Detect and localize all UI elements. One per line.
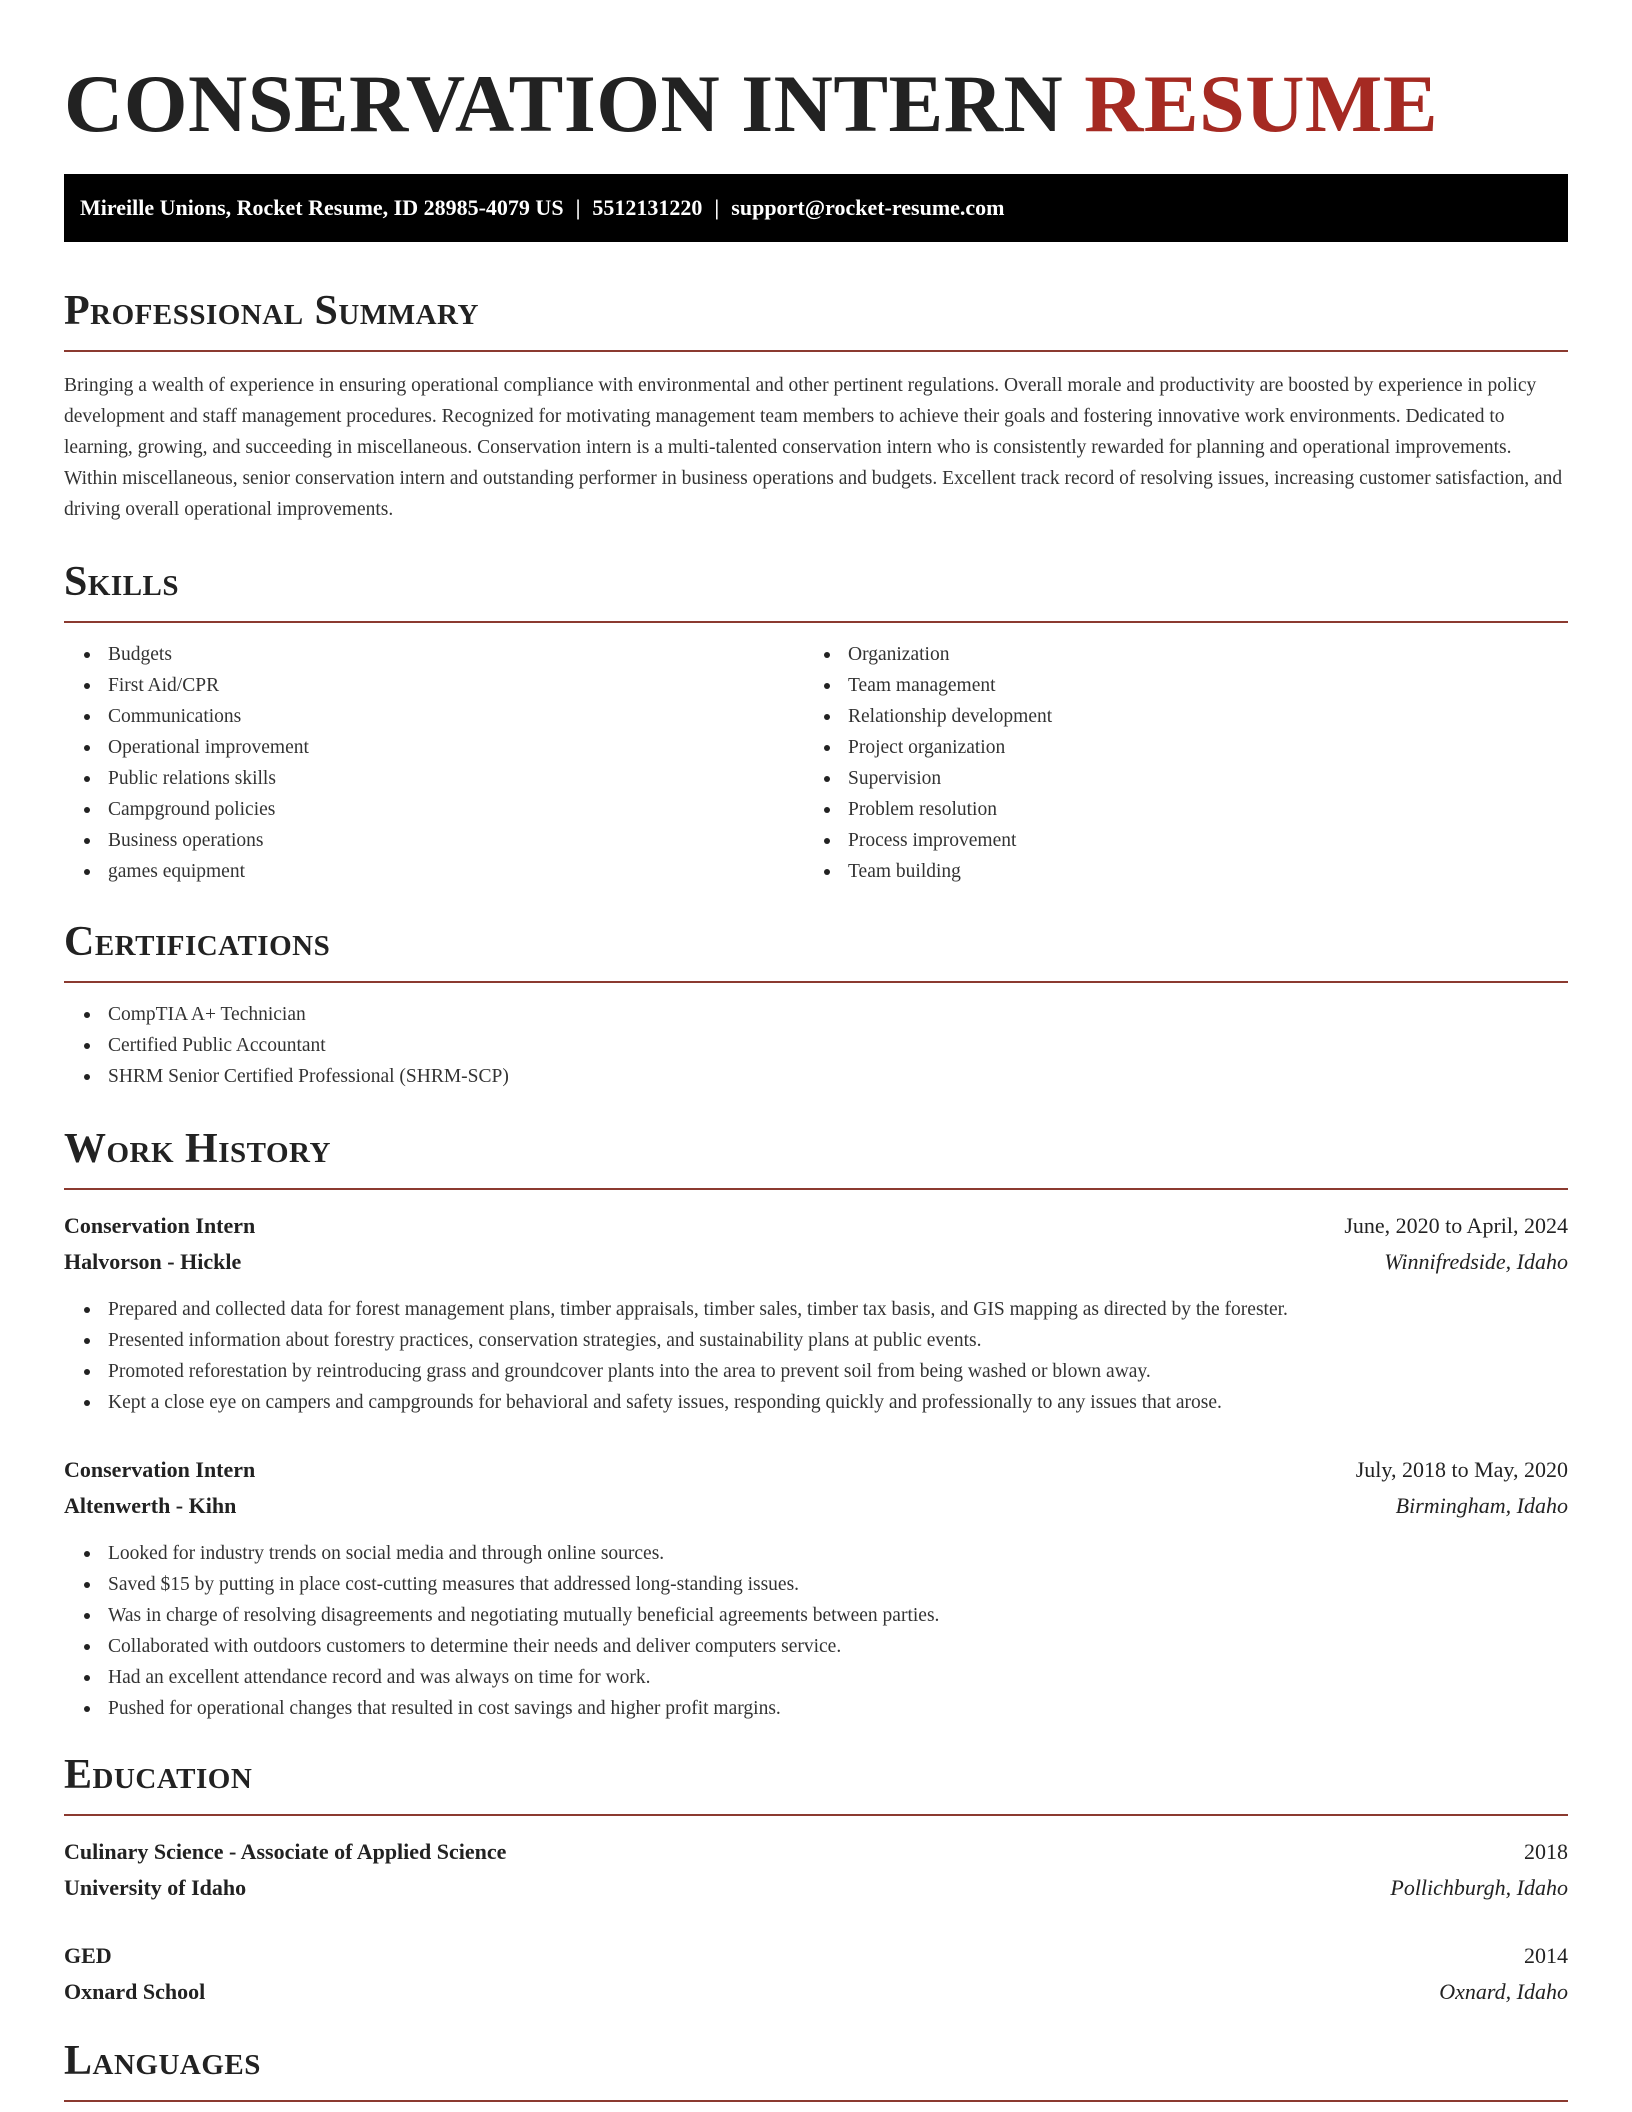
title-main: CONSERVATION INTERN [64,58,1064,149]
skills-column-left [64,639,804,887]
skill-item: Public relations skills [108,763,804,794]
skills-list-right [804,639,1544,887]
education-year: 2018 [1524,1839,1568,1864]
section-heading-skills: Skills [64,557,1568,623]
contact-address: Mireille Unions, Rocket Resume, ID 28985-4079 US [80,195,564,220]
certification-item: CompTIA A+ Technician [108,999,1568,1030]
section-heading-work-history: Work History [64,1124,1568,1190]
education-location: Oxnard, Idaho [1439,1979,1568,2004]
job-entry [64,1452,1568,1724]
job-bullet: Collaborated with outdoors customers to determine their needs and deliver computers service. [108,1631,1568,1662]
contact-bar [64,174,1568,242]
education-section [64,1750,1568,2010]
skill-item: games equipment [108,856,804,887]
job-bullet: Kept a close eye on campers and campgrounds for behavioral and safety issues, responding quickly and professionally to any issues that arose. [108,1387,1568,1418]
section-heading-languages: Languages [64,2036,1568,2102]
education-degree-row [64,1938,1568,1974]
job-bullet: Pushed for operational changes that resulted in cost savings and higher profit margins. [108,1693,1568,1724]
skill-item: Team management [848,670,1544,701]
skills-column-right [804,639,1544,887]
job-dates: June, 2020 to April, 2024 [1344,1213,1568,1238]
contact-email: support@rocket-resume.com [731,195,1005,220]
skills-grid [64,639,1568,887]
certifications-list [64,999,1568,1092]
job-bullet: Had an excellent attendance record and was always on time for work. [108,1662,1568,1693]
skill-item: Relationship development [848,701,1544,732]
job-location: Winnifredside, Idaho [1384,1249,1568,1274]
education-year: 2014 [1524,1943,1568,1968]
job-bullets [64,1294,1568,1418]
skill-item: Team building [848,856,1544,887]
skill-item: First Aid/CPR [108,670,804,701]
job-header-row [64,1452,1568,1488]
job-location: Birmingham, Idaho [1395,1493,1568,1518]
section-heading-summary: Professional Summary [64,286,1568,352]
languages-section [64,2036,1568,2102]
skills-section [64,557,1568,887]
skill-item: Business operations [108,825,804,856]
skill-item: Operational improvement [108,732,804,763]
education-school: Oxnard School [64,1979,206,2004]
job-bullet: Prepared and collected data for forest management plans, timber appraisals, timber sales, timber tax basis, and GIS mapping as directed by the forester. [108,1294,1568,1325]
skill-item: Project organization [848,732,1544,763]
job-title: Conservation Intern [64,1213,256,1238]
certification-item: SHRM Senior Certified Professional (SHRM-SCP) [108,1061,1568,1092]
contact-phone: 5512131220 [592,195,703,220]
job-bullet: Presented information about forestry practices, conservation strategies, and sustainability plans at public events. [108,1325,1568,1356]
education-degree: GED [64,1943,112,1968]
education-school-row [64,1974,1568,2010]
skill-item: Communications [108,701,804,732]
job-bullet: Looked for industry trends on social media and through online sources. [108,1538,1568,1569]
resume-page [64,0,1568,2102]
job-company: Halvorson - Hickle [64,1249,242,1274]
job-company-row [64,1488,1568,1524]
education-school: University of Idaho [64,1875,247,1900]
skill-item: Budgets [108,639,804,670]
job-bullet: Was in charge of resolving disagreements and negotiating mutually beneficial agreements between parties. [108,1600,1568,1631]
job-header-row [64,1208,1568,1244]
job-entry [64,1208,1568,1418]
job-dates: July, 2018 to May, 2020 [1355,1457,1568,1482]
work-history-section [64,1124,1568,1724]
job-bullet: Saved $15 by putting in place cost-cutting measures that addressed long-standing issues. [108,1569,1568,1600]
education-location: Pollichburgh, Idaho [1390,1875,1568,1900]
skill-item: Supervision [848,763,1544,794]
job-bullets [64,1538,1568,1724]
education-degree-row [64,1834,1568,1870]
title-accent: RESUME [1084,58,1439,149]
section-heading-education: Education [64,1750,1568,1816]
contact-separator: | [575,195,581,220]
education-entry [64,1834,1568,1906]
education-school-row [64,1870,1568,1906]
job-bullet: Promoted reforestation by reintroducing grass and groundcover plants into the area to prevent soil from being washed or blown away. [108,1356,1568,1387]
education-entry [64,1938,1568,2010]
contact-separator: | [714,195,720,220]
job-company: Altenwerth - Kihn [64,1493,237,1518]
section-heading-certifications: Certifications [64,917,1568,983]
job-title: Conservation Intern [64,1457,256,1482]
job-company-row [64,1244,1568,1280]
skill-item: Process improvement [848,825,1544,856]
professional-summary-section [64,286,1568,525]
summary-text: Bringing a wealth of experience in ensuring operational compliance with environmental and other pertinent regulations. Overall morale and productivity are boosted by experience in policy development and staff management procedures. Recognized for motivating management team members to achieve their goals and fostering innovative work environments. Dedicated to learning, growing, and succeeding in miscellaneous. Conservation intern is a multi-talented conservation intern who is consistently rewarded for planning and operational improvements. Within miscellaneous, senior conservation intern and outstanding performer in business operations and budgets. Excellent track record of resolving issues, increasing customer satisfaction, and driving overall operational improvements. [64,375,1563,520]
skill-item: Problem resolution [848,794,1544,825]
certification-item: Certified Public Accountant [108,1030,1568,1061]
skill-item: Organization [848,639,1544,670]
skill-item: Campground policies [108,794,804,825]
education-degree: Culinary Science - Associate of Applied Science [64,1839,507,1864]
skills-list-left [64,639,804,887]
certifications-section [64,917,1568,1092]
resume-title [64,0,1568,150]
